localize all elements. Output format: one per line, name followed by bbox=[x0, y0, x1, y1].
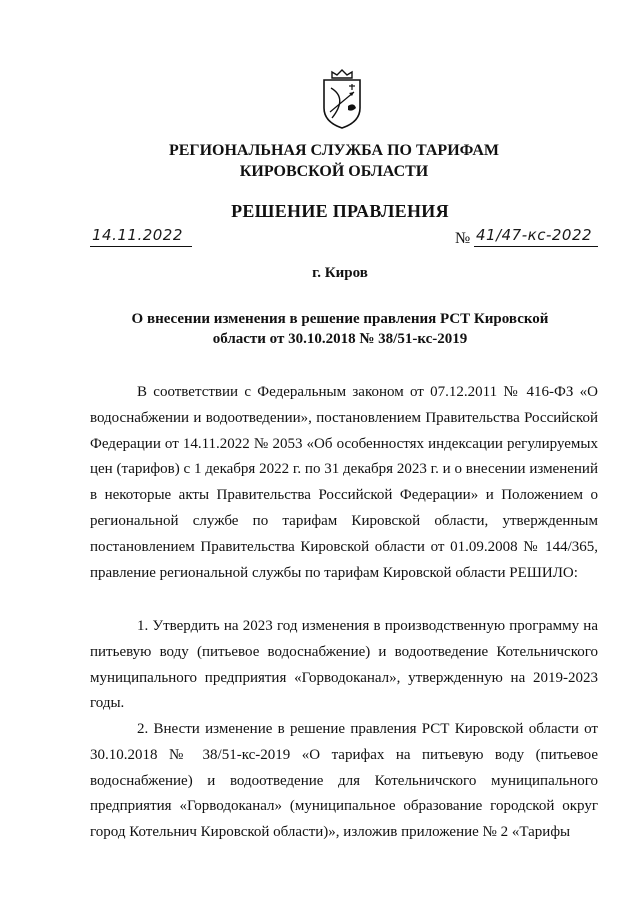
org-name-line2: КИРОВСКОЙ ОБЛАСТИ bbox=[239, 163, 429, 180]
paragraph-item-1: 1. Утвердить на 2023 год изменения в производственную программу на питьевую воду (питьевое водоснабжение) и водоотведение Котельничского муниципального предприятия «Горводоканал», утвержденную на 2019-2023 годы. bbox=[90, 618, 598, 712]
subject-line1: О внесении изменения в решение правления РСТ Кировской bbox=[131, 311, 549, 327]
paragraph-item-2: 2. Внести изменение в решение правления РСТ Кировской области от 30.10.2018 № 38/51-кс-2019 «О тарифах на питьевую воду (питьевое водоснабжение) и водоотведение для Котельничского муниципального предприятия «Горводоканал» (муниципальное образование городской округ город Котельнич Кировской области)», изложив приложение № 2 «Тарифы bbox=[90, 721, 598, 841]
city: г. Киров bbox=[312, 265, 368, 281]
coat-of-arms-icon bbox=[318, 68, 366, 130]
paragraph-preamble: В соответствии с Федеральным законом от 07.12.2011 № 416-ФЗ «О водоснабжении и водоотведении», постановлением Правительства Российской Федерации от 14.11.2022 № 2053 «Об особенностях индексации регулируемых цен (тарифов) с 1 декабря 2022 г. по 31 декабря 2023 г. и о внесении изменений в некоторые акты Правительства Российской Федерации» и Положением о региональной службе по тарифам Кировской области, утвержденным постановлением Правительства Кировской области от 01.09.2008 № 144/365, правление региональной службы по тарифам Кировской области РЕШИЛО: bbox=[90, 384, 598, 581]
subject-line2: области от 30.10.2018 № 38/51-кс-2019 bbox=[212, 331, 468, 347]
document-date: 14.11.2022 bbox=[92, 226, 183, 244]
number-label: № bbox=[455, 230, 471, 247]
document-type: РЕШЕНИЕ ПРАВЛЕНИЯ bbox=[231, 201, 449, 221]
document-number: 41/47-кс-2022 bbox=[476, 226, 593, 244]
org-name-line1: РЕГИОНАЛЬНАЯ СЛУЖБА ПО ТАРИФАМ bbox=[168, 142, 500, 159]
